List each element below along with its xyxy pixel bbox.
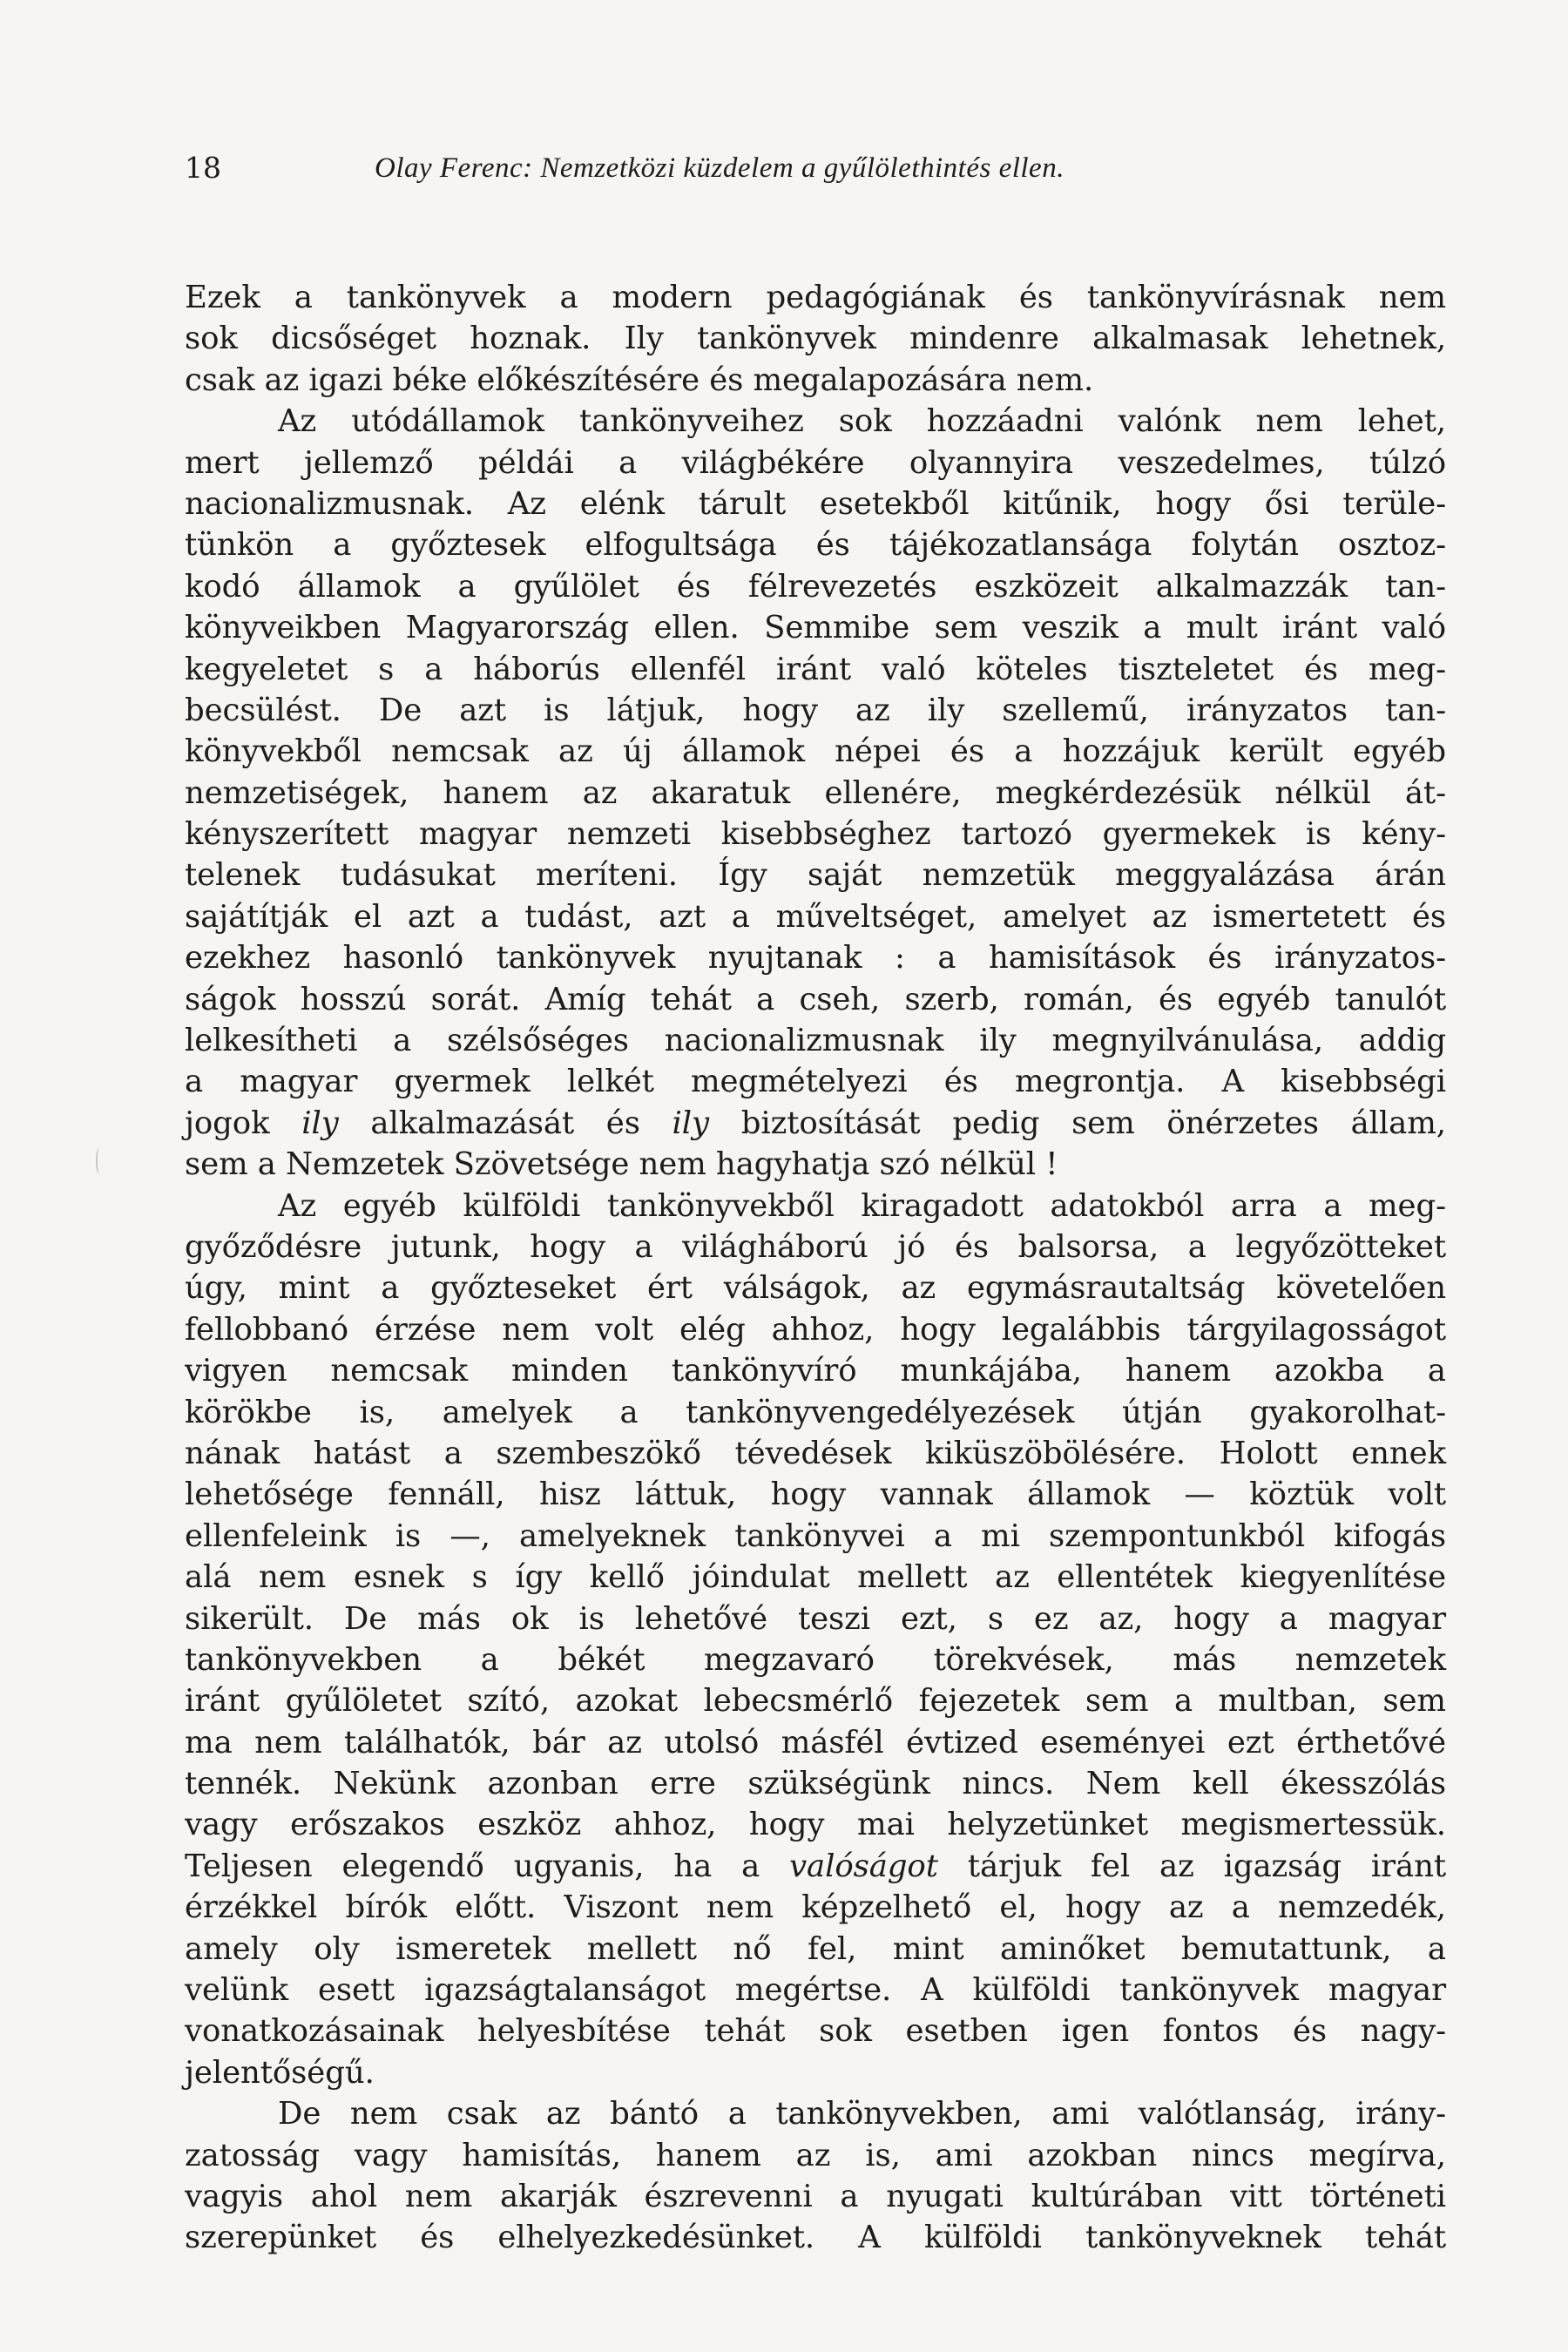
text-line: a magyar gyermek lelkét megmételyezi és megrontja. A kisebbségi [185, 1064, 1446, 1100]
margin-mark [96, 1148, 103, 1174]
page-number: 18 [185, 151, 221, 185]
text-line: mert jellemző példái a világbékére olyannyira veszedelmes, túlzó [185, 444, 1446, 481]
text-line: sok dicsőséget hoznak. Ily tankönyvek mindenre alkalmasak lehetnek, [185, 321, 1446, 357]
text-line: vigyen nemcsak minden tankönyvíró munkájába, hanem azokba a [185, 1353, 1446, 1389]
text-line: győződésre jutunk, hogy a világháború jó és balsorsa, a legyőzötteket [185, 1228, 1446, 1265]
text-line: nacionalizmusnak. Az elénk tárult esetekből kitűnik, hogy ősi terüle- [185, 485, 1446, 522]
text-segment: Teljesen elegendő ugyanis, ha a [185, 1848, 790, 1884]
text-line: ezekhez hasonló tankönyvek nyujtanak : a hamisítások és irányzatos- [185, 940, 1446, 977]
text-line: nának hatást a szembeszökő tévedések kiküszöbölésére. Holott ennek [185, 1435, 1446, 1471]
text-line: úgy, mint a győzteseket ért válságok, az egymásrautaltság követelően [185, 1270, 1446, 1307]
text-line: sem a Nemzetek Szövetsége nem hagyhatja szó nélkül ! [185, 1146, 1058, 1183]
body-text [185, 277, 1446, 2259]
text-line: vagy erőszakos eszköz ahhoz, hogy mai helyzetünket megismertessük. [185, 1807, 1446, 1843]
text-line: vonatkozásainak helyesbítése tehát sok esetben igen fontos és nagy- [185, 2013, 1446, 2050]
text-line: könyvekből nemcsak az új államok népei és a hozzájuk került egyéb [185, 733, 1446, 770]
text-line: lelkesítheti a szélsőséges nacionalizmusnak ily megnyilvánulása, addig [185, 1023, 1446, 1059]
text-line: csak az igazi béke előkészítésére és megalapozására nem. [185, 362, 1094, 398]
text-segment: jogok [185, 1105, 302, 1141]
text-line: telenek tudásukat meríteni. Így saját nemzetük meggyalázása árán [185, 857, 1446, 894]
text-line: Az egyéb külföldi tankönyvekből kiragadott adatokból arra a meg- [278, 1187, 1446, 1224]
running-title: Olay Ferenc: Nemzetközi küzdelem a gyűlölethintés ellen. [375, 152, 1064, 184]
text-line [185, 1846, 1446, 1887]
text-line: érzékkel bírók előtt. Viszont nem képzelhető el, hogy az a nemzedék, [185, 1889, 1446, 1926]
text-line: ságok hosszú sorát. Amíg tehát a cseh, szerb, román, és egyéb tanulót [185, 981, 1446, 1017]
text-line: Az utódállamok tankönyveihez sok hozzáadni valónk nem lehet, [278, 403, 1446, 440]
text-segment: alkalmazását és [338, 1105, 672, 1141]
text-line [185, 1103, 1446, 1144]
text-line: velünk esett igazságtalanságot megértse. A külföldi tankönyvek magyar [185, 1972, 1446, 2009]
text-line: sikerült. De más ok is lehetővé teszi ezt, s ez az, hogy a magyar [185, 1600, 1446, 1637]
italic-emphasis: ily [672, 1105, 710, 1141]
text-segment: tárjuk fel az igazság iránt [937, 1848, 1446, 1884]
text-line: alá nem esnek s így kellő jóindulat mellett az ellentétek kiegyenlítése [185, 1559, 1446, 1596]
text-line: lehetősége fennáll, hisz láttuk, hogy vannak államok — köztük volt [185, 1477, 1446, 1513]
italic-emphasis: ily [301, 1105, 339, 1141]
text-line: nemzetiségek, hanem az akaratuk ellenére, megkérdezésük nélkül át- [185, 774, 1446, 811]
text-line: Ezek a tankönyvek a modern pedagógiának és tankönyvírásnak nem [185, 280, 1446, 315]
text-line: ellenfeleink is —, amelyeknek tankönyvei a mi szempontunkból kifogás [185, 1517, 1446, 1554]
text-line: vagyis ahol nem akarják észrevenni a nyugati kultúrában vitt történeti [185, 2178, 1446, 2214]
text-line: körökbe is, amelyek a tankönyvengedélyezések útján gyakorolhat- [185, 1394, 1446, 1430]
text-segment: biztosítását pedig sem önérzetes állam, [709, 1105, 1446, 1141]
text-line: tennék. Nekünk azonban erre szükségünk nincs. Nem kell ékesszólás [185, 1766, 1446, 1802]
text-line: iránt gyűlöletet szító, azokat lebecsmérlő fejezetek sem a multban, sem [185, 1683, 1446, 1720]
text-line: zatosság vagy hamisítás, hanem az is, ami azokban nincs megírva, [185, 2137, 1446, 2173]
text-line: kegyeletet s a háborús ellenfél iránt való köteles tiszteletet és meg- [185, 651, 1446, 687]
text-line: amely oly ismeretek mellett nő fel, mint aminőket bemutattunk, a [185, 1930, 1446, 1967]
text-line: szerepünket és elhelyezkedésünket. A külföldi tankönyveknek tehát [185, 2220, 1446, 2256]
italic-emphasis: valóságot [789, 1848, 938, 1884]
text-line: becsülést. De azt is látjuk, hogy az ily szellemű, irányzatos tan- [185, 692, 1446, 728]
text-line: jelentőségű. [185, 2054, 375, 2091]
text-line: tankönyvekben a békét megzavaró törekvések, más nemzetek [185, 1641, 1446, 1678]
text-line: fellobbanó érzése nem volt elég ahhoz, hogy legalábbis tárgyilagosságot [185, 1311, 1446, 1348]
text-line: kodó államok a gyűlölet és félrevezetés eszközeit alkalmazzák tan- [185, 568, 1446, 605]
text-line: sajátítják el azt a tudást, azt a műveltséget, amelyet az ismertetett és [185, 898, 1446, 935]
text-line: könyveikben Magyarország ellen. Semmibe sem veszik a mult iránt való [185, 610, 1446, 646]
text-line: ma nem találhatók, bár az utolsó másfél évtized eseményei ezt érthetővé [185, 1724, 1446, 1761]
text-line: De nem csak az bántó a tankönyvekben, ami valótlanság, irány- [278, 2096, 1446, 2132]
text-line: tünkön a győztesek elfogultsága és tájékozatlansága folytán osztoz- [185, 527, 1446, 564]
text-line: kényszerített magyar nemzeti kisebbséghez tartozó gyermekek is kény- [185, 816, 1446, 853]
page-header [185, 146, 1404, 190]
